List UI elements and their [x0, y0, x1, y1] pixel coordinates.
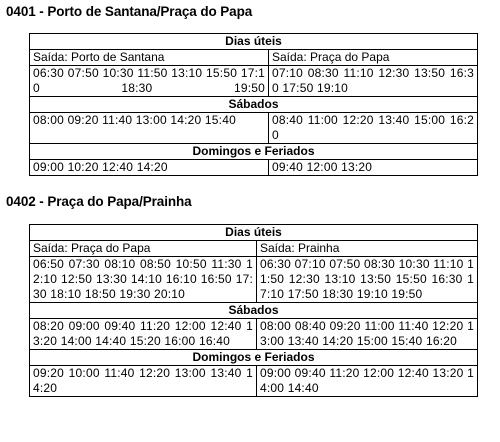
weekdays-header: Dias úteis	[30, 225, 478, 241]
saturdays-times-left: 08:00 09:20 11:40 13:00 14:20 15:40	[30, 113, 269, 144]
weekdays-times-row	[30, 66, 478, 97]
origin-right: Saída: Prainha	[257, 241, 478, 257]
weekdays-times-row	[30, 257, 478, 303]
sundays-header-row	[30, 144, 478, 160]
origin-row	[30, 50, 478, 66]
sundays-header-row	[30, 350, 478, 366]
saturdays-times-row	[30, 113, 478, 144]
origin-left: Saída: Porto de Santana	[30, 50, 269, 66]
origin-row	[30, 241, 478, 257]
saturdays-times-left: 08:20 09:00 09:40 11:20 12:00 12:40 13:20 14:00 14:40 15:20 16:00 16:40	[30, 319, 257, 350]
timetable	[29, 33, 478, 176]
saturdays-header: Sábados	[30, 303, 478, 319]
sundays-header: Domingos e Feriados	[30, 144, 478, 160]
sundays-header: Domingos e Feriados	[30, 350, 478, 366]
sundays-times-row	[30, 366, 478, 397]
weekdays-header: Dias úteis	[30, 34, 478, 50]
weekdays-times-right: 06:30 07:10 07:50 08:30 10:30 11:10 11:50 12:30 13:10 13:50 15:50 16:30 17:10 17:50 18:30 19:10 19:50	[257, 257, 478, 303]
sundays-times-row	[30, 160, 478, 176]
route-title: 0402 - Praça do Papa/Prainha	[6, 194, 192, 209]
sundays-times-left: 09:00 10:20 12:40 14:20	[30, 160, 269, 176]
saturdays-header-row	[30, 303, 478, 319]
saturdays-header-row	[30, 97, 478, 113]
saturdays-header: Sábados	[30, 97, 478, 113]
weekdays-times-right: 07:10 08:30 11:10 12:30 13:50 16:30 17:50 19:10	[269, 66, 478, 97]
timetable	[29, 224, 478, 397]
saturdays-times-right: 08:00 08:40 09:20 11:00 11:40 12:20 13:00 13:40 14:20 15:00 15:40 16:20	[257, 319, 478, 350]
weekdays-header-row	[30, 34, 478, 50]
route-title: 0401 - Porto de Santana/Praça do Papa	[6, 4, 253, 19]
sundays-times-right: 09:00 09:40 11:20 12:00 12:40 13:20 14:00 14:40	[257, 366, 478, 397]
saturdays-times-row	[30, 319, 478, 350]
saturdays-times-right: 08:40 11:00 12:20 13:40 15:00 16:20	[269, 113, 478, 144]
weekdays-times-left: 06:30 07:50 10:30 11:50 13:10 15:50 17:10 18:30 19:50	[30, 66, 269, 97]
origin-left: Saída: Praça do Papa	[30, 241, 257, 257]
sundays-times-right: 09:40 12:00 13:20	[269, 160, 478, 176]
weekdays-times-left: 06:50 07:30 08:10 08:50 10:50 11:30 12:10 12:50 13:30 14:10 16:10 16:50 17:30 18:10 18:50 19:30 20:10	[30, 257, 257, 303]
origin-right: Saída: Praça do Papa	[269, 50, 478, 66]
weekdays-header-row	[30, 225, 478, 241]
sundays-times-left: 09:20 10:00 11:40 12:20 13:00 13:40 14:20	[30, 366, 257, 397]
